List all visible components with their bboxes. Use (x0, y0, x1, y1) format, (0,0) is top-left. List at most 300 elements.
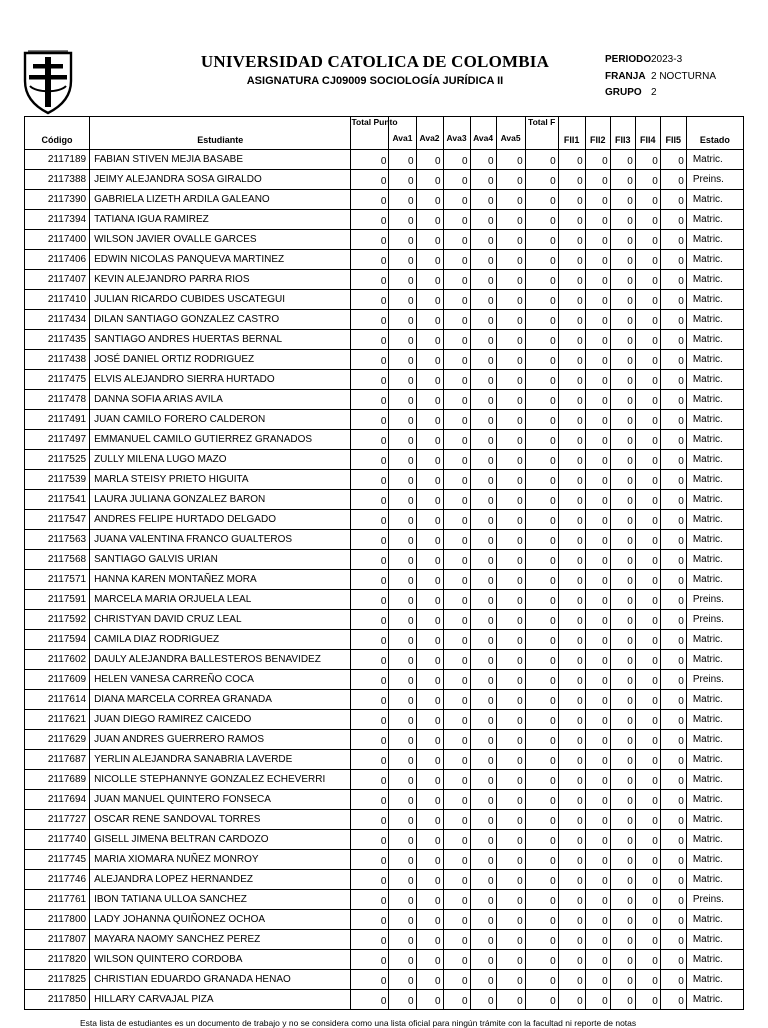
cell-fii2: 0 (585, 510, 610, 530)
cell-total-f: 0 (525, 630, 558, 650)
cell-estudiante: GISELL JIMENA BELTRAN CARDOZO (90, 830, 351, 850)
cell-fii2: 0 (585, 450, 610, 470)
cell-fii1: 0 (558, 890, 585, 910)
cell-total-punto: 0 (351, 490, 389, 510)
cell-ava5: 0 (496, 330, 525, 350)
cell-ava3: 0 (443, 490, 470, 510)
cell-fii1: 0 (558, 270, 585, 290)
cell-fii2: 0 (585, 690, 610, 710)
cell-ava1: 0 (389, 390, 416, 410)
cell-total-f: 0 (525, 250, 558, 270)
cell-ava4: 0 (470, 750, 496, 770)
cell-fii4: 0 (635, 850, 660, 870)
cell-codigo: 2117406 (25, 250, 90, 270)
cell-codigo: 2117563 (25, 530, 90, 550)
cell-fii2: 0 (585, 530, 610, 550)
cell-ava5: 0 (496, 630, 525, 650)
cell-fii3: 0 (610, 290, 635, 310)
cell-codigo: 2117800 (25, 910, 90, 930)
cell-fii5: 0 (660, 550, 686, 570)
cell-fii2: 0 (585, 930, 610, 950)
cell-ava2: 0 (416, 990, 443, 1010)
cell-fii4: 0 (635, 390, 660, 410)
cell-estado: Matric. (686, 350, 743, 370)
cell-ava4: 0 (470, 570, 496, 590)
cell-estado: Matric. (686, 810, 743, 830)
cell-fii2: 0 (585, 590, 610, 610)
cell-ava2: 0 (416, 410, 443, 430)
cell-fii5: 0 (660, 990, 686, 1010)
cell-ava4: 0 (470, 350, 496, 370)
university-title: UNIVERSIDAD CATOLICA DE COLOMBIA (200, 52, 550, 71)
cell-ava2: 0 (416, 430, 443, 450)
meta-key: GRUPO (605, 87, 642, 98)
cell-estado: Matric. (686, 830, 743, 850)
cell-fii2: 0 (585, 710, 610, 730)
cell-estado: Matric. (686, 950, 743, 970)
cell-estado: Matric. (686, 150, 743, 170)
cell-fii2: 0 (585, 170, 610, 190)
cell-total-f: 0 (525, 290, 558, 310)
cell-total-punto: 0 (351, 470, 389, 490)
cell-ava3: 0 (443, 530, 470, 550)
table-row (25, 450, 744, 470)
cell-total-punto: 0 (351, 770, 389, 790)
cell-fii2: 0 (585, 410, 610, 430)
cell-total-f: 0 (525, 350, 558, 370)
cell-estudiante: DANNA SOFIA ARIAS AVILA (90, 390, 351, 410)
cell-ava4: 0 (470, 450, 496, 470)
cell-fii5: 0 (660, 410, 686, 430)
cell-ava4: 0 (470, 330, 496, 350)
table-row (25, 210, 744, 230)
cell-ava3: 0 (443, 250, 470, 270)
cell-fii5: 0 (660, 530, 686, 550)
cell-fii1: 0 (558, 770, 585, 790)
cell-ava2: 0 (416, 450, 443, 470)
cell-fii5: 0 (660, 150, 686, 170)
cell-ava2: 0 (416, 470, 443, 490)
cell-estudiante: EMMANUEL CAMILO GUTIERREZ GRANADOS (90, 430, 351, 450)
cell-fii3: 0 (610, 550, 635, 570)
cell-estudiante: SANTIAGO ANDRES HUERTAS BERNAL (90, 330, 351, 350)
cell-ava3: 0 (443, 170, 470, 190)
cell-total-punto: 0 (351, 930, 389, 950)
cell-ava5: 0 (496, 270, 525, 290)
cell-ava2: 0 (416, 490, 443, 510)
cell-total-punto: 0 (351, 610, 389, 630)
cell-ava4: 0 (470, 290, 496, 310)
cell-fii2: 0 (585, 910, 610, 930)
cell-fii3: 0 (610, 750, 635, 770)
cell-estudiante: WILSON QUINTERO CORDOBA (90, 950, 351, 970)
table-row (25, 410, 744, 430)
cell-codigo: 2117609 (25, 670, 90, 690)
cell-fii1: 0 (558, 750, 585, 770)
cell-fii3: 0 (610, 310, 635, 330)
cell-fii5: 0 (660, 810, 686, 830)
cell-ava4: 0 (470, 190, 496, 210)
table-row (25, 790, 744, 810)
cell-ava3: 0 (443, 950, 470, 970)
cell-codigo: 2117694 (25, 790, 90, 810)
table-row (25, 910, 744, 930)
cell-fii1: 0 (558, 190, 585, 210)
cell-fii2: 0 (585, 990, 610, 1010)
cell-ava1: 0 (389, 490, 416, 510)
cell-estudiante: JEIMY ALEJANDRA SOSA GIRALDO (90, 170, 351, 190)
cell-estado: Preins. (686, 670, 743, 690)
cell-codigo: 2117525 (25, 450, 90, 470)
cell-fii4: 0 (635, 550, 660, 570)
grades-table (24, 116, 744, 1010)
cell-fii3: 0 (610, 530, 635, 550)
meta-key: FRANJA (605, 70, 646, 82)
cell-ava2: 0 (416, 590, 443, 610)
cell-estado: Matric. (686, 190, 743, 210)
cell-fii1: 0 (558, 570, 585, 590)
cell-ava4: 0 (470, 390, 496, 410)
table-row (25, 270, 744, 290)
cell-fii4: 0 (635, 650, 660, 670)
cell-fii2: 0 (585, 770, 610, 790)
cell-estado: Matric. (686, 370, 743, 390)
cell-ava4: 0 (470, 530, 496, 550)
cell-total-f: 0 (525, 810, 558, 830)
cell-ava2: 0 (416, 930, 443, 950)
cell-ava3: 0 (443, 830, 470, 850)
table-row (25, 170, 744, 190)
cell-fii4: 0 (635, 810, 660, 830)
cell-fii3: 0 (610, 250, 635, 270)
cell-fii2: 0 (585, 630, 610, 650)
cell-ava1: 0 (389, 970, 416, 990)
table-row (25, 850, 744, 870)
cell-total-f: 0 (525, 970, 558, 990)
cell-fii5: 0 (660, 470, 686, 490)
cell-fii1: 0 (558, 410, 585, 430)
cell-fii3: 0 (610, 270, 635, 290)
cell-fii5: 0 (660, 290, 686, 310)
cell-total-punto: 0 (351, 530, 389, 550)
cell-fii5: 0 (660, 750, 686, 770)
cell-ava5: 0 (496, 250, 525, 270)
cell-ava1: 0 (389, 990, 416, 1010)
cell-ava5: 0 (496, 490, 525, 510)
cell-codigo: 2117475 (25, 370, 90, 390)
cell-ava4: 0 (470, 210, 496, 230)
cell-estudiante: IBON TATIANA ULLOA SANCHEZ (90, 890, 351, 910)
cell-ava1: 0 (389, 170, 416, 190)
cell-fii3: 0 (610, 830, 635, 850)
table-row (25, 970, 744, 990)
cell-codigo: 2117591 (25, 590, 90, 610)
cell-fii4: 0 (635, 190, 660, 210)
cell-ava1: 0 (389, 730, 416, 750)
cell-codigo: 2117541 (25, 490, 90, 510)
cell-ava1: 0 (389, 450, 416, 470)
cell-ava2: 0 (416, 830, 443, 850)
cell-estudiante: KEVIN ALEJANDRO PARRA RIOS (90, 270, 351, 290)
cell-estado: Matric. (686, 730, 743, 750)
cell-ava2: 0 (416, 750, 443, 770)
cell-fii1: 0 (558, 250, 585, 270)
cell-ava1: 0 (389, 290, 416, 310)
cell-codigo: 2117594 (25, 630, 90, 650)
cell-ava3: 0 (443, 230, 470, 250)
cell-fii2: 0 (585, 430, 610, 450)
cell-estudiante: EDWIN NICOLAS PANQUEVA MARTINEZ (90, 250, 351, 270)
cell-ava5: 0 (496, 190, 525, 210)
cell-ava1: 0 (389, 910, 416, 930)
cell-ava2: 0 (416, 510, 443, 530)
cell-total-f: 0 (525, 830, 558, 850)
cell-fii1: 0 (558, 870, 585, 890)
cell-ava4: 0 (470, 270, 496, 290)
cell-estudiante: MARCELA MARIA ORJUELA LEAL (90, 590, 351, 610)
cell-codigo: 2117394 (25, 210, 90, 230)
cell-ava4: 0 (470, 710, 496, 730)
cell-fii4: 0 (635, 590, 660, 610)
cell-ava4: 0 (470, 230, 496, 250)
cell-fii2: 0 (585, 750, 610, 770)
cell-fii5: 0 (660, 670, 686, 690)
cell-ava2: 0 (416, 170, 443, 190)
cell-fii1: 0 (558, 650, 585, 670)
cell-fii2: 0 (585, 490, 610, 510)
cell-fii5: 0 (660, 850, 686, 870)
cell-estado: Matric. (686, 850, 743, 870)
cell-fii2: 0 (585, 790, 610, 810)
cell-ava3: 0 (443, 310, 470, 330)
cell-ava1: 0 (389, 790, 416, 810)
cell-fii2: 0 (585, 370, 610, 390)
cell-fii5: 0 (660, 890, 686, 910)
cell-codigo: 2117438 (25, 350, 90, 370)
cell-ava1: 0 (389, 570, 416, 590)
cell-estudiante: HELEN VANESA CARREÑO COCA (90, 670, 351, 690)
cell-total-punto: 0 (351, 210, 389, 230)
cell-codigo: 2117568 (25, 550, 90, 570)
cell-total-f: 0 (525, 510, 558, 530)
cell-fii3: 0 (610, 990, 635, 1010)
cell-estado: Matric. (686, 710, 743, 730)
cell-ava5: 0 (496, 290, 525, 310)
cell-fii3: 0 (610, 950, 635, 970)
column-header-ava4: Ava4 (470, 117, 496, 150)
cell-ava3: 0 (443, 790, 470, 810)
cell-estado: Matric. (686, 910, 743, 930)
cell-total-f: 0 (525, 230, 558, 250)
cell-estudiante: OSCAR RENE SANDOVAL TORRES (90, 810, 351, 830)
cell-codigo: 2117820 (25, 950, 90, 970)
cell-fii3: 0 (610, 890, 635, 910)
cell-estudiante: JUANA VALENTINA FRANCO GUALTEROS (90, 530, 351, 550)
cell-estado: Matric. (686, 410, 743, 430)
cell-fii5: 0 (660, 330, 686, 350)
cell-fii2: 0 (585, 610, 610, 630)
cell-codigo: 2117629 (25, 730, 90, 750)
cell-fii3: 0 (610, 390, 635, 410)
cell-codigo: 2117400 (25, 230, 90, 250)
column-header-ava2: Ava2 (416, 117, 443, 150)
cell-codigo: 2117435 (25, 330, 90, 350)
cell-fii1: 0 (558, 350, 585, 370)
cell-fii3: 0 (610, 870, 635, 890)
cell-estudiante: TATIANA IGUA RAMIREZ (90, 210, 351, 230)
cell-fii2: 0 (585, 210, 610, 230)
table-row (25, 370, 744, 390)
table-row (25, 810, 744, 830)
cell-ava3: 0 (443, 810, 470, 830)
cell-fii4: 0 (635, 170, 660, 190)
cell-fii4: 0 (635, 930, 660, 950)
cell-ava1: 0 (389, 510, 416, 530)
table-row (25, 690, 744, 710)
column-header-codigo: Código (25, 117, 90, 150)
cell-ava3: 0 (443, 450, 470, 470)
cell-codigo: 2117592 (25, 610, 90, 630)
cell-ava4: 0 (470, 830, 496, 850)
cell-estudiante: GABRIELA LIZETH ARDILA GALEANO (90, 190, 351, 210)
column-header-fii3: FII3 (610, 117, 635, 150)
cell-ava3: 0 (443, 910, 470, 930)
cell-total-f: 0 (525, 650, 558, 670)
cell-fii4: 0 (635, 490, 660, 510)
cell-codigo: 2117761 (25, 890, 90, 910)
cell-fii3: 0 (610, 930, 635, 950)
cell-fii4: 0 (635, 410, 660, 430)
cell-ava1: 0 (389, 210, 416, 230)
cell-fii5: 0 (660, 970, 686, 990)
cell-estado: Matric. (686, 990, 743, 1010)
cell-ava3: 0 (443, 470, 470, 490)
cell-ava4: 0 (470, 150, 496, 170)
cell-estudiante: FABIAN STIVEN MEJIA BASABE (90, 150, 351, 170)
cell-fii3: 0 (610, 350, 635, 370)
cell-fii3: 0 (610, 790, 635, 810)
cell-fii1: 0 (558, 450, 585, 470)
cell-total-f: 0 (525, 450, 558, 470)
cell-codigo: 2117491 (25, 410, 90, 430)
cell-fii1: 0 (558, 150, 585, 170)
cell-ava2: 0 (416, 730, 443, 750)
cell-fii2: 0 (585, 230, 610, 250)
cell-fii2: 0 (585, 310, 610, 330)
cell-ava2: 0 (416, 530, 443, 550)
cell-total-punto: 0 (351, 290, 389, 310)
cell-ava4: 0 (470, 930, 496, 950)
cell-ava4: 0 (470, 910, 496, 930)
cell-fii4: 0 (635, 450, 660, 470)
cell-fii1: 0 (558, 330, 585, 350)
cell-total-punto: 0 (351, 890, 389, 910)
cell-fii1: 0 (558, 230, 585, 250)
column-header-fii2: FII2 (585, 117, 610, 150)
cell-estudiante: MARIA XIOMARA NUÑEZ MONROY (90, 850, 351, 870)
cell-fii4: 0 (635, 370, 660, 390)
cell-ava4: 0 (470, 630, 496, 650)
cell-estudiante: CHRISTYAN DAVID CRUZ LEAL (90, 610, 351, 630)
column-header-ava1: Ava1 (389, 117, 416, 150)
table-row (25, 730, 744, 750)
cell-ava1: 0 (389, 650, 416, 670)
table-row (25, 510, 744, 530)
cell-fii5: 0 (660, 830, 686, 850)
cell-total-punto: 0 (351, 390, 389, 410)
cell-ava2: 0 (416, 350, 443, 370)
table-body (25, 150, 744, 1010)
cell-fii1: 0 (558, 470, 585, 490)
cell-fii2: 0 (585, 150, 610, 170)
cell-total-f: 0 (525, 910, 558, 930)
cell-ava5: 0 (496, 850, 525, 870)
cell-fii3: 0 (610, 570, 635, 590)
cell-estado: Matric. (686, 930, 743, 950)
cell-ava1: 0 (389, 270, 416, 290)
cell-codigo: 2117602 (25, 650, 90, 670)
cell-fii3: 0 (610, 850, 635, 870)
cell-ava5: 0 (496, 410, 525, 430)
cell-fii4: 0 (635, 230, 660, 250)
cell-fii3: 0 (610, 210, 635, 230)
cell-estudiante: JOSÉ DANIEL ORTIZ RODRIGUEZ (90, 350, 351, 370)
cell-codigo: 2117614 (25, 690, 90, 710)
cell-estado: Matric. (686, 430, 743, 450)
cell-ava2: 0 (416, 850, 443, 870)
cell-ava5: 0 (496, 650, 525, 670)
cell-fii1: 0 (558, 950, 585, 970)
cell-codigo: 2117407 (25, 270, 90, 290)
cell-total-f: 0 (525, 570, 558, 590)
cell-ava3: 0 (443, 270, 470, 290)
cell-ava3: 0 (443, 850, 470, 870)
cell-fii5: 0 (660, 770, 686, 790)
cell-fii3: 0 (610, 470, 635, 490)
cell-fii4: 0 (635, 310, 660, 330)
cell-estado: Preins. (686, 590, 743, 610)
cell-fii5: 0 (660, 570, 686, 590)
cell-ava2: 0 (416, 870, 443, 890)
cell-ava2: 0 (416, 310, 443, 330)
cell-estudiante: JUAN CAMILO FORERO CALDERON (90, 410, 351, 430)
cell-ava5: 0 (496, 810, 525, 830)
cell-ava3: 0 (443, 890, 470, 910)
cell-ava5: 0 (496, 570, 525, 590)
cell-estudiante: JUAN ANDRES GUERRERO RAMOS (90, 730, 351, 750)
cell-fii1: 0 (558, 390, 585, 410)
cell-ava2: 0 (416, 330, 443, 350)
cell-estado: Matric. (686, 330, 743, 350)
cell-ava3: 0 (443, 710, 470, 730)
cell-ava5: 0 (496, 510, 525, 530)
cell-ava4: 0 (470, 590, 496, 610)
column-header-ava3: Ava3 (443, 117, 470, 150)
cell-fii4: 0 (635, 330, 660, 350)
cell-ava4: 0 (470, 890, 496, 910)
cell-total-punto: 0 (351, 970, 389, 990)
cell-ava5: 0 (496, 750, 525, 770)
cell-total-punto: 0 (351, 750, 389, 770)
cell-ava2: 0 (416, 790, 443, 810)
cell-fii2: 0 (585, 810, 610, 830)
cell-ava4: 0 (470, 690, 496, 710)
cell-fii3: 0 (610, 670, 635, 690)
cell-ava1: 0 (389, 550, 416, 570)
cell-fii3: 0 (610, 610, 635, 630)
cell-fii1: 0 (558, 510, 585, 530)
cell-ava2: 0 (416, 670, 443, 690)
